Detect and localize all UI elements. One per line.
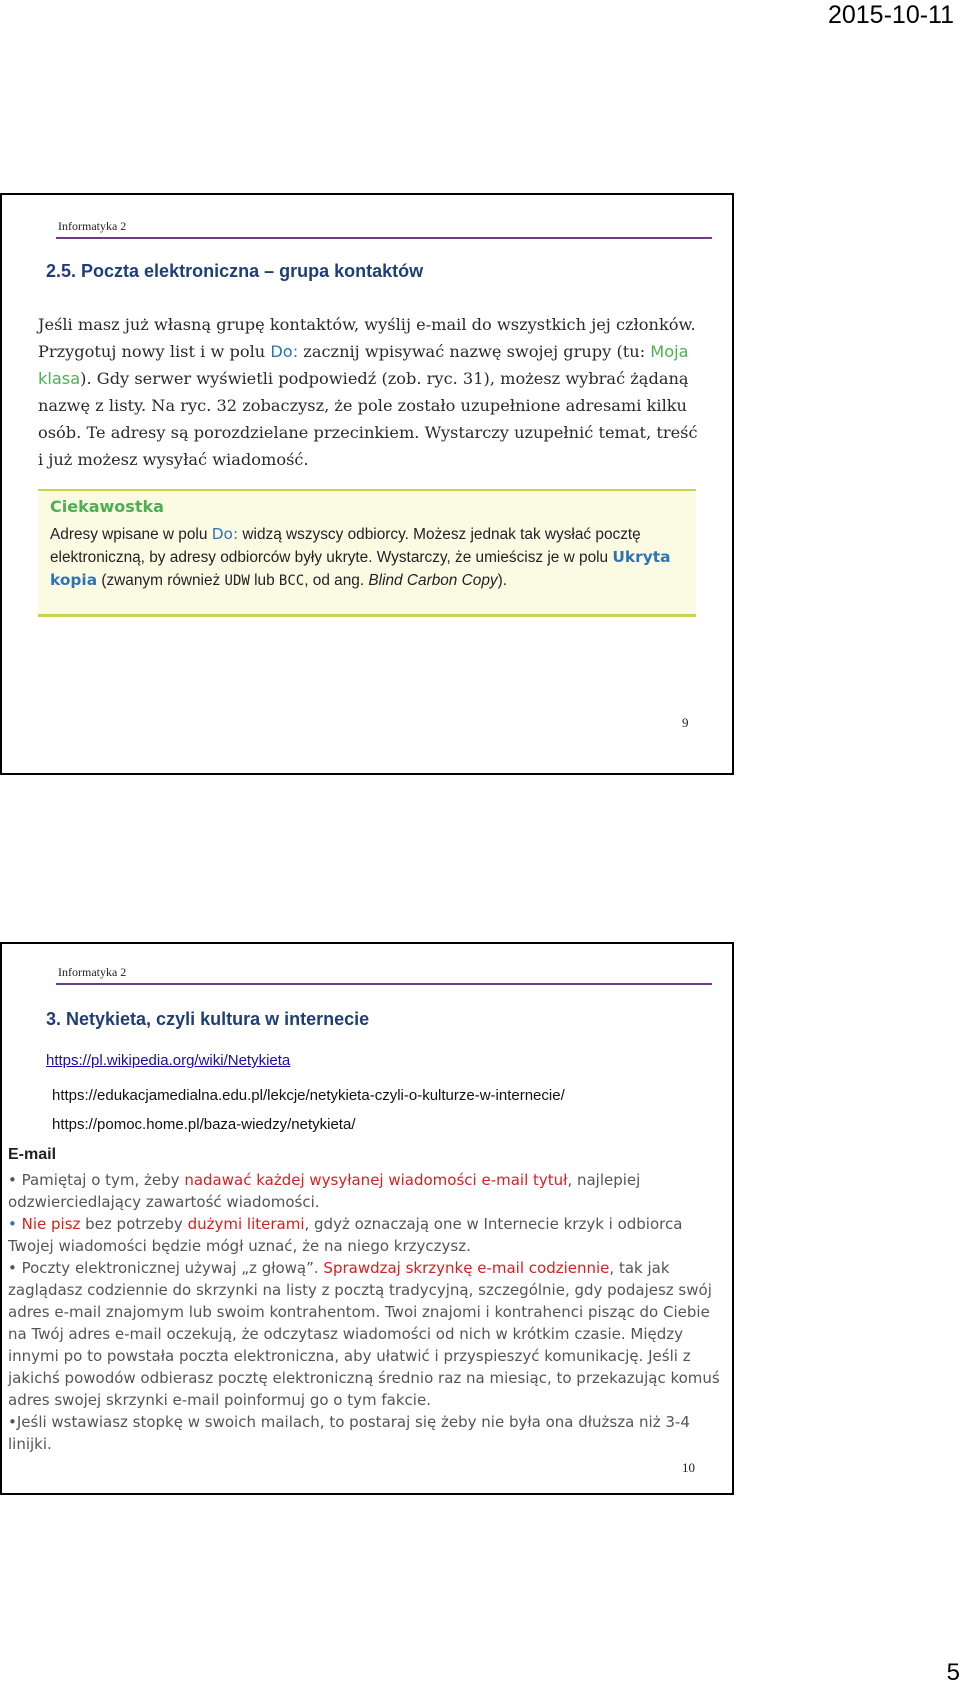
print-date: 2015-10-11 (827, 1, 954, 29)
bullet-icon: • (8, 1215, 17, 1233)
point-2-highlight-1: Nie pisz (16, 1215, 81, 1233)
body-text-3: ). Gdy serwer wyświetli podpowiedź (zob. ryc. 31), możesz wybrać żądaną nazwę z listy. Na ryc. 32 zobaczysz, że pole zostało uzupełnione adresami kilku osób. Te adresy są porozdzielane przecinkiem. Wystarczy uzupełnić temat, treść i już możesz wysyłać wiadomość. (38, 369, 698, 469)
link-edukacjamedialna[interactable]: https://edukacjamedialna.edu.pl/lekcje/netykieta-czyli-o-kulturze-w-internecie/ (52, 1087, 565, 1104)
slide-course-label: Informatyka 2 (58, 219, 127, 233)
header-rule (56, 983, 712, 985)
trivia-text-3: (zwanym również (97, 572, 225, 589)
link-pomoc-home[interactable]: https://pomoc.home.pl/baza-wiedzy/netykieta/ (52, 1116, 356, 1133)
point-1-highlight: nadawać każdej wysyłanej wiadomości e-mail tytuł (184, 1171, 568, 1189)
slide-10 (0, 942, 734, 1495)
list-item (8, 1257, 732, 1411)
slide-number: 10 (682, 1460, 695, 1475)
list-item (8, 1169, 732, 1213)
header-rule (56, 237, 712, 239)
list-item (8, 1213, 732, 1257)
body-text-1: Jeśli masz już własną grupę kontaktów, wyślij e-mail do wszystkich jej członków. Przygotuj nowy list i w polu (38, 315, 696, 361)
point-3-highlight: Sprawdzaj skrzynkę e-mail codziennie (323, 1259, 610, 1277)
keyword-ukryta-kopia: Ukryta kopia (50, 548, 671, 589)
term-blind-carbon-copy: Blind Carbon Copy (368, 572, 498, 589)
slide-course-label: Informatyka 2 (58, 965, 127, 979)
body-paragraph (38, 311, 698, 473)
trivia-title: Ciekawostka (50, 497, 164, 516)
point-2-highlight-2: dużymi literami (187, 1215, 305, 1233)
trivia-box (38, 489, 696, 617)
trivia-text-2: widzą wszyscy odbiorcy. Możesz jednak tak wysłać pocztę elektroniczną, by adresy odbiorców były ukryte. Wystarczy, że umieścisz je w polu (50, 526, 641, 566)
keyword-bcc: BCC (278, 573, 305, 589)
point-1-text: • Pamiętaj o tym, żeby (8, 1171, 185, 1189)
section-heading-email: E-mail (8, 1146, 57, 1163)
trivia-text (50, 523, 690, 592)
link-wikipedia[interactable]: https://pl.wikipedia.org/wiki/Netykieta (46, 1052, 291, 1069)
slide-9 (0, 193, 734, 775)
point-3-text: • Poczty elektronicznej używaj „z głową”. (8, 1259, 324, 1277)
point-2-text: bez potrzeby (80, 1215, 188, 1233)
keyword-moja-klasa: Moja klasa (38, 342, 689, 388)
trivia-text-5: , od ang. (304, 572, 369, 589)
page-number: 5 (946, 1659, 960, 1686)
keyword-udw: UDW (224, 573, 250, 589)
point-1-text-end: , najlepiej odzwierciedlający zawartość wiadomości. (8, 1171, 641, 1211)
slide-title: 3. Netykieta, czyli kultura w internecie (46, 1009, 370, 1029)
netiquette-points (8, 1169, 732, 1455)
trivia-text-6: ). (497, 572, 507, 589)
trivia-text-4: lub (249, 572, 279, 589)
slide-number: 9 (682, 715, 689, 730)
keyword-do: Do: (270, 342, 299, 361)
list-item: •Jeśli wstawiasz stopkę w swoich mailach, to postaraj się żeby nie była ona dłuższa niż 3-4 linijki. (8, 1413, 690, 1453)
slide-title: 2.5. Poczta elektroniczna – grupa kontaktów (46, 261, 424, 281)
keyword-do: Do: (211, 525, 239, 543)
point-2-text-end: , gdyż oznaczają one w Internecie krzyk i odbiorca Twojej wiadomości będzie mógł uznać, że na niego krzyczysz. (8, 1215, 683, 1255)
trivia-text-1: Adresy wpisane w polu (50, 526, 212, 543)
body-text-2: zacznij wpisywać nazwę swojej grupy (tu: (298, 342, 651, 361)
point-3-text-end: , tak jak zaglądasz codziennie do skrzynki na listy z pocztą tradycyjną, szczególnie, gdy podajesz swój adres e-mail znajomym lub swoim kontrahentom. Twoi znajomi i kontrahenci pisząc do Ciebie na Twój adres e-mail oczekują, że odczytasz wiadomości od nich w krótkim czasie. Między innymi po to powstała poczta elektroniczna, aby ułatwić i przyspieszyć komunikację. Jeśli z jakichś powodów odbierasz pocztę elektroniczną średnio raz na miesiąc, to przekazując komuś adres swojej skrzynki e-mail poinformuj go o tym fakcie. (8, 1259, 720, 1409)
